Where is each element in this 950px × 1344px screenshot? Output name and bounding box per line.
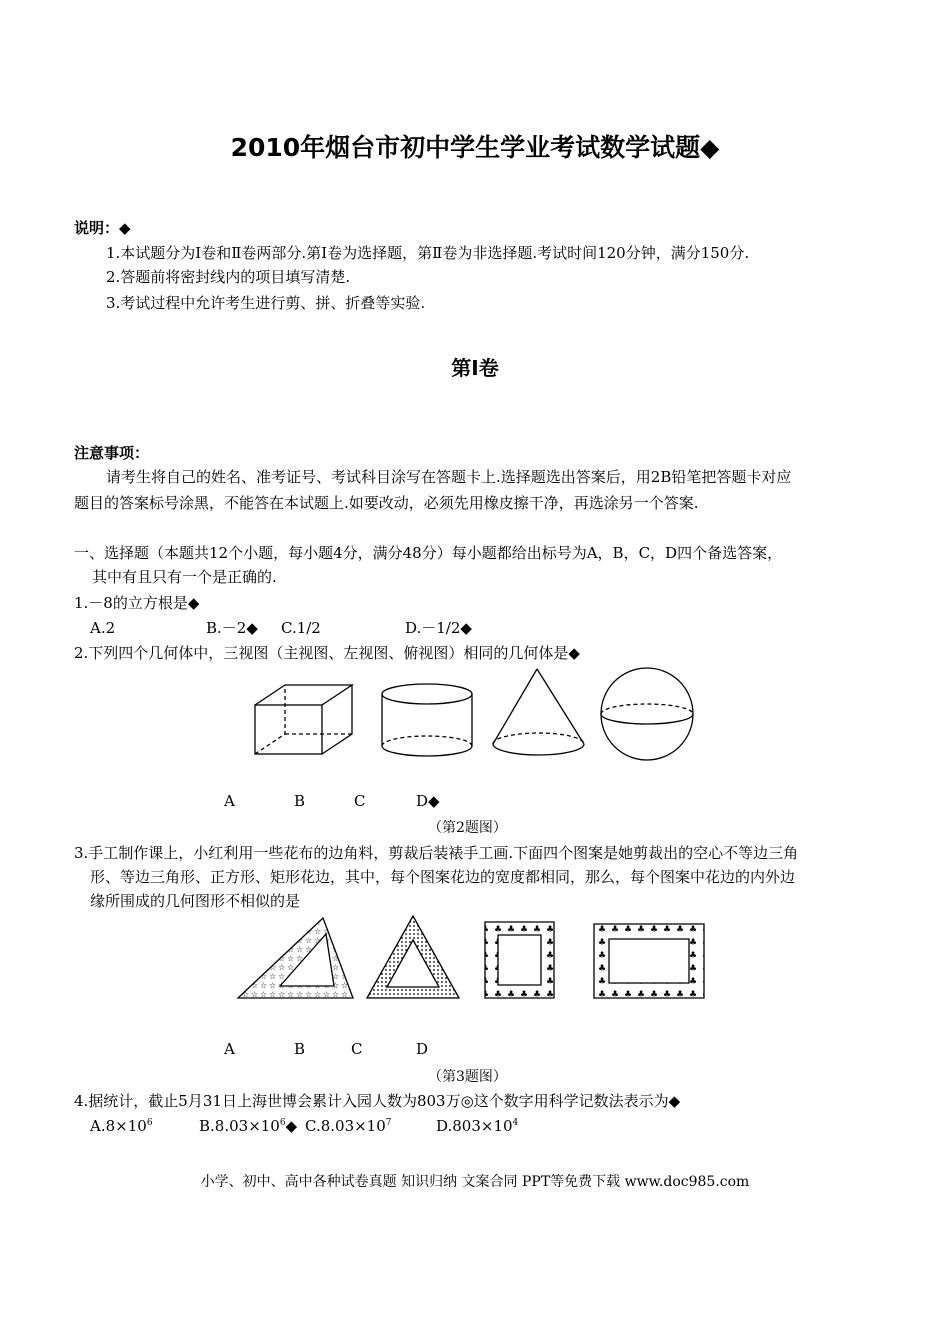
scalene-triangle-frame [238, 918, 353, 998]
q1-option-a: A.2 [90, 619, 116, 637]
q2-label-c: C [354, 792, 366, 810]
part1-text: 一、选择题（本题共12个小题，每小题4分，满分48分）每小题都给出标号为A，B，C，D四个备选答案， [74, 544, 783, 562]
cylinder-shape [382, 684, 472, 756]
attention-line-1: 请考生将自己的姓名、准考证号、考试科目涂写在答题卡上.选择题选出答案后，用2B铅笔把答题卡对应 [106, 468, 792, 486]
notes-heading: 说明：◆ [74, 219, 131, 237]
notes-item-3: 3.考试过程中允许考生进行剪、拼、折叠等实验. [106, 294, 426, 312]
q2-label-d: D◆ [416, 792, 440, 810]
q4-a-base: A.8×10 [90, 1117, 147, 1135]
q3-label-c: C [351, 1040, 363, 1058]
equilateral-triangle-frame [367, 916, 459, 998]
q4-d-base: D.803×10 [436, 1117, 513, 1135]
q2-label-a: A [224, 792, 235, 810]
q1-stem: 1.－8的立方根是◆ [74, 594, 200, 612]
q1-option-c: C.1/2 [281, 619, 321, 637]
cuboid-shape [255, 685, 352, 754]
q1-option-d: D.－1/2◆ [405, 619, 472, 637]
notes-item-2: 2.答题前将密封线内的项目填写清楚. [106, 268, 351, 286]
cone-shape [493, 669, 584, 755]
q4-a-exp: 6 [146, 1118, 153, 1128]
q1-option-b: B.－2◆ [206, 619, 258, 637]
q4-c-base: C.8.03×10 [305, 1117, 386, 1135]
page-footer: 小学、初中、高中各种试卷真题 知识归纳 文案合同 PPT等免费下载 www.doc985.com [200, 1174, 750, 1190]
q4-option-c [305, 1115, 392, 1137]
square-frame [485, 922, 554, 998]
q3-label-d: D [416, 1040, 429, 1058]
q4-option-d [436, 1115, 518, 1137]
attention-heading: 注意事项： [74, 444, 150, 462]
q3-caption: （第3题图） [428, 1069, 507, 1085]
q2-stem: 2.下列四个几何体中，三视图（主视图、左视图、俯视图）相同的几何体是◆ [74, 644, 580, 662]
q3-label-b: B [294, 1040, 306, 1058]
q4-c-exp: 7 [385, 1118, 392, 1128]
q3-figure [232, 908, 712, 1004]
rectangle-frame [594, 924, 704, 998]
q4-stem: 4.据统计，截止5月31日上海世博会累计入园人数为803万◎这个数字用科学记数法表示为◆ [74, 1092, 681, 1110]
notes-item-1: 1.本试题分为Ⅰ卷和Ⅱ卷两部分.第Ⅰ卷为选择题，第Ⅱ卷为非选择题.考试时间120分钟，满分150分. [106, 244, 750, 262]
q2-caption: （第2题图） [428, 820, 507, 836]
q4-b-tail: ◆ [285, 1117, 298, 1135]
q4-d-exp: 4 [512, 1118, 519, 1128]
part1-line-2: 其中有且只有一个是正确的. [92, 568, 277, 586]
page-title: 2010年烟台市初中学生学业考试数学试题◆ [230, 133, 720, 162]
q3-line-1: 3.手工制作课上，小红利用一些花布的边角料，剪裁后装裱手工画.下面四个图案是她剪裁出的空心不等边三角 [74, 844, 799, 862]
q2-figure [245, 662, 715, 772]
q3-line-3: 缘所围成的几何图形不相似的是 [90, 892, 301, 910]
attention-line-2: 题目的答案标号涂黑，不能答在本试题上.如要改动，必须先用橡皮擦干净，再选涂另一个答案. [74, 494, 699, 512]
q3-label-a: A [224, 1040, 235, 1058]
section-title: 第Ⅰ卷 [451, 356, 499, 380]
q4-b-base: B.8.03×10 [199, 1117, 280, 1135]
q4-b-exp: 6 [279, 1118, 286, 1128]
q2-label-b: B [294, 792, 306, 810]
q3-line-2: 形、等边三角形、正方形、矩形花边，其中，每个图案花边的宽度都相同，那么，每个图案中花边的内外边 [90, 868, 796, 886]
part1-line-1 [74, 542, 782, 564]
sphere-shape [601, 668, 693, 760]
q4-option-a [90, 1115, 153, 1137]
q4-option-b [199, 1115, 297, 1137]
